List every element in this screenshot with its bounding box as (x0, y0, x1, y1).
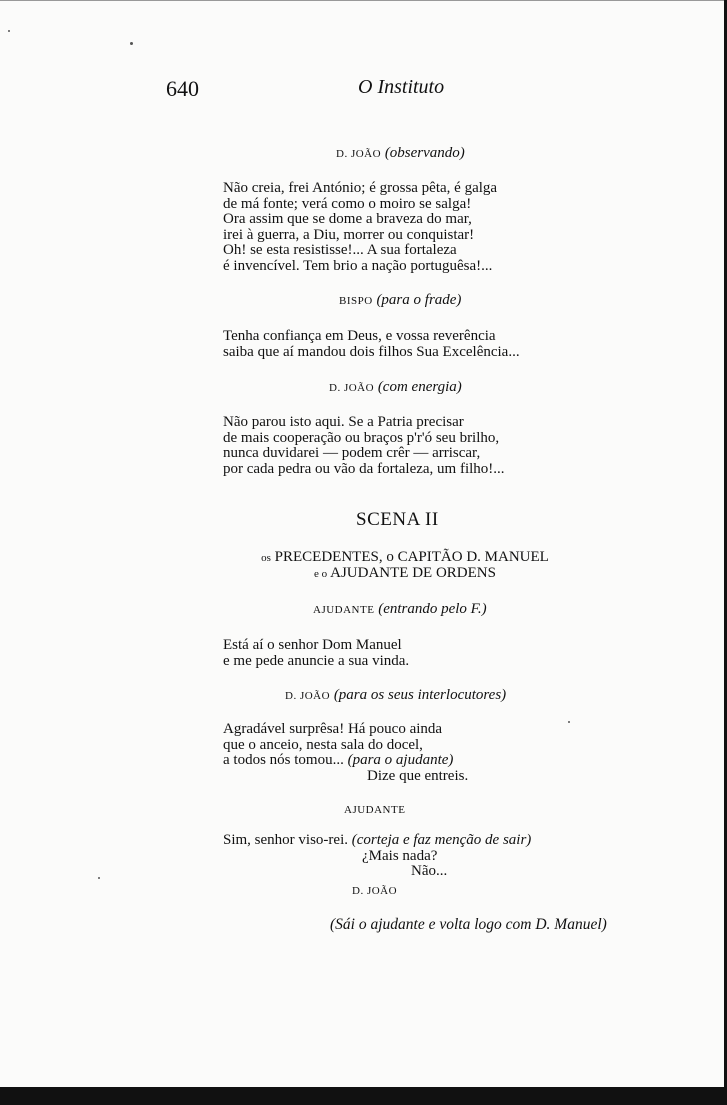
stage-direction: (observando) (384, 145, 465, 161)
verse-line: Dize que entreis. (367, 767, 469, 784)
scan-edge-bottom (0, 1087, 727, 1105)
speaker-name: D. JOÃO (285, 690, 331, 702)
verse-line: ¿Mais nada? (362, 847, 438, 864)
speaker-heading (352, 882, 397, 899)
speaker-heading (339, 292, 461, 309)
cast-line (240, 566, 570, 582)
scene-title: SCENA II (356, 509, 439, 530)
verse-line: Tenha confiança em Deus, e vossa reverência (223, 328, 496, 344)
verse-line: Oh! se esta resistisse!... A sua fortaleza (223, 242, 457, 259)
cast-line (240, 550, 570, 566)
verse-line: irei à guerra, a Diu, morrer ou conquistar! (223, 226, 475, 243)
stage-direction: (para os seus interlocutores) (333, 687, 507, 703)
verse-text: Sim, senhor viso-rei. (223, 832, 348, 848)
speaker-heading (344, 801, 405, 818)
speaker-name: BISPO (339, 295, 373, 307)
verse-line: e me pede anuncie a sua vinda. (223, 652, 410, 669)
scan-speck (98, 877, 100, 879)
speaker-name: AJUDANTE (344, 804, 406, 816)
verse-line: Não parou isto aqui. Se a Patria precisar (223, 414, 464, 430)
verse-line: Agradável surprêsa! Há pouco ainda (223, 721, 443, 737)
verse-line: de má fonte; verá como o moiro se salga! (223, 195, 472, 212)
scan-speck (568, 721, 570, 723)
speaker-name: D. JOÃO (336, 148, 382, 160)
verse-line: Ora assim que se dome a braveza do mar, (223, 211, 472, 228)
verse-line: Está aí o senhor Dom Manuel (223, 637, 402, 653)
stage-direction: (corteja e faz menção de sair) (351, 832, 532, 848)
speaker-heading (313, 601, 487, 618)
speaker-name: AJUDANTE (313, 604, 375, 616)
verse-line: nunca duvidarei — podem crêr — arriscar, (223, 445, 481, 462)
speaker-name: D. JOÃO (329, 382, 375, 394)
speaker-heading (336, 145, 465, 162)
page-number: 640 (166, 76, 199, 101)
verse-line (223, 753, 468, 769)
scan-edge-top (0, 0, 727, 1)
cast-names: AJUDANTE DE ORDENS (330, 565, 496, 581)
verse-line: saiba que aí mandou dois filhos Sua Excelência... (223, 343, 520, 360)
cast-names: PRECEDENTES, o CAPITÃO D. MANUEL (274, 549, 549, 565)
verse-text: a todos nós tomou... (223, 752, 344, 769)
verse-line: por cada pedra ou vão da fortaleza, um filho!... (223, 460, 505, 477)
speaker-name: D. JOÃO (352, 885, 398, 897)
scene-cast-list (240, 550, 570, 582)
cast-prefix: os (261, 552, 271, 564)
verse-line (223, 833, 531, 849)
verse-block (223, 722, 468, 784)
stage-direction: (para o frade) (376, 292, 462, 308)
speaker-heading (329, 379, 462, 396)
verse-block (223, 415, 505, 477)
verse-block (223, 329, 520, 360)
verse-line: que o anceio, nesta sala do docel, (223, 736, 423, 753)
verse-line: de mais cooperação ou braços p'r'ó seu brilho, (223, 429, 500, 446)
cast-prefix: e o (314, 568, 328, 580)
scan-speck (8, 30, 10, 32)
running-title: O Instituto (358, 76, 445, 98)
stage-direction: (para o ajudante) (347, 752, 454, 769)
verse-block (223, 181, 497, 275)
verse-line: Não creia, frei António; é grossa pêta, é galga (223, 180, 498, 196)
speaker-heading (285, 687, 506, 704)
verse-block (223, 638, 409, 669)
verse-line: Não... (411, 863, 448, 880)
verse-line: é invencível. Tem brio a nação portuguêsa!... (223, 257, 493, 274)
stage-direction: (entrando pelo F.) (378, 601, 487, 617)
final-stage-direction: (Sái o ajudante e volta logo com D. Manuel) (330, 916, 607, 933)
scan-speck (130, 42, 133, 45)
verse-block (223, 833, 531, 880)
stage-direction: (com energia) (377, 379, 462, 395)
